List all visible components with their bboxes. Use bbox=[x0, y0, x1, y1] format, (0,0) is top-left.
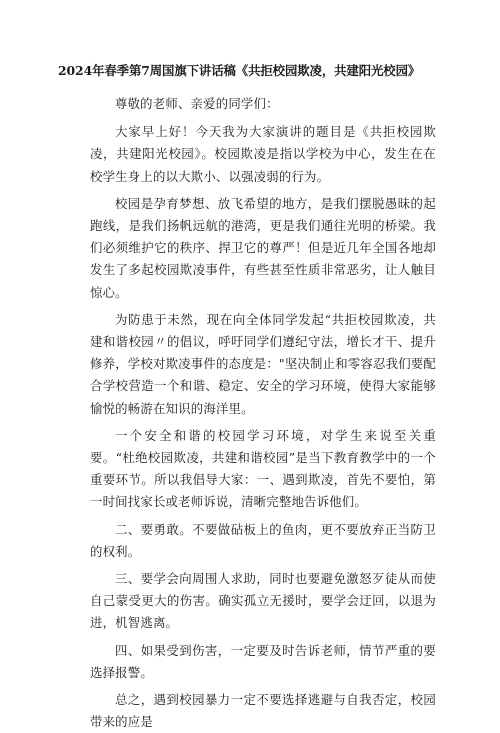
paragraph-3: 为防患于未然，现在向全体同学发起“共拒校园欺凌，共建和谐校园〃的倡议，呼吁同学们遵纪守法，增长才干、提升修养，学校对欺凌事件的态度是："坚决制止和零容忍我们要配合学校营造一个和谐、稳定、安全的学习环境，使得大家能够愉悦的畅游在知识的海洋里。 bbox=[90, 311, 436, 416]
paragraph-5: 二、要勇敢。不要做砧板上的鱼肉，更不要放弃正当防卫的权利。 bbox=[90, 521, 436, 559]
paragraph-8: 总之，遇到校园暴力一定不要选择逃避与自我否定，校园带来的应是 bbox=[90, 692, 436, 730]
paragraph-4: 一个安全和谐的校园学习环境，对学生来说至关重要。“杜绝校园欺凌，共建和谐校园”是当下教育教学中的一个重要环节。所以我倡导大家：一、遇到欺凌，首先不要怕，第一时间找家长或老师诉说，清晰完整地告诉他们。 bbox=[90, 427, 436, 510]
paragraph-1: 大家早上好！今天我为大家演讲的题目是《共拒校园欺凌，共建阳光校园》。校园欺凌是指以学校为中心，发生在在校学生身上的以大欺小、以强凌弱的行为。 bbox=[90, 124, 436, 184]
paragraph-7: 四、如果受到伤害，一定要及时告诉老师，情节严重的要选择报警。 bbox=[90, 642, 436, 680]
document-body bbox=[90, 93, 436, 733]
document-title: 2024年春季第7周国旗下讲话稿《共拒校园欺凌，共建阳光校园》 bbox=[58, 63, 421, 78]
greeting: 尊敬的老师、亲爱的同学们： bbox=[115, 96, 279, 111]
paragraph-6: 三、要学会向周围人求助，同时也要避免激怒歹徒从而使自己蒙受更大的伤害。确实孤立无援时，要学会迂回，以退为进，机智逃离。 bbox=[90, 571, 436, 631]
paragraph-2: 校园是孕育梦想、放飞希望的地方，是我们摆脱愚昧的起跑线，是我们扬帆远航的港湾，更是我们通往光明的桥梁。我们必须维护它的秩序、捍卫它的尊严！但是近几年全国各地却发生了多起校园欺凌事件，有些甚至性质非常恶劣，让人触目惊心。 bbox=[90, 195, 436, 300]
